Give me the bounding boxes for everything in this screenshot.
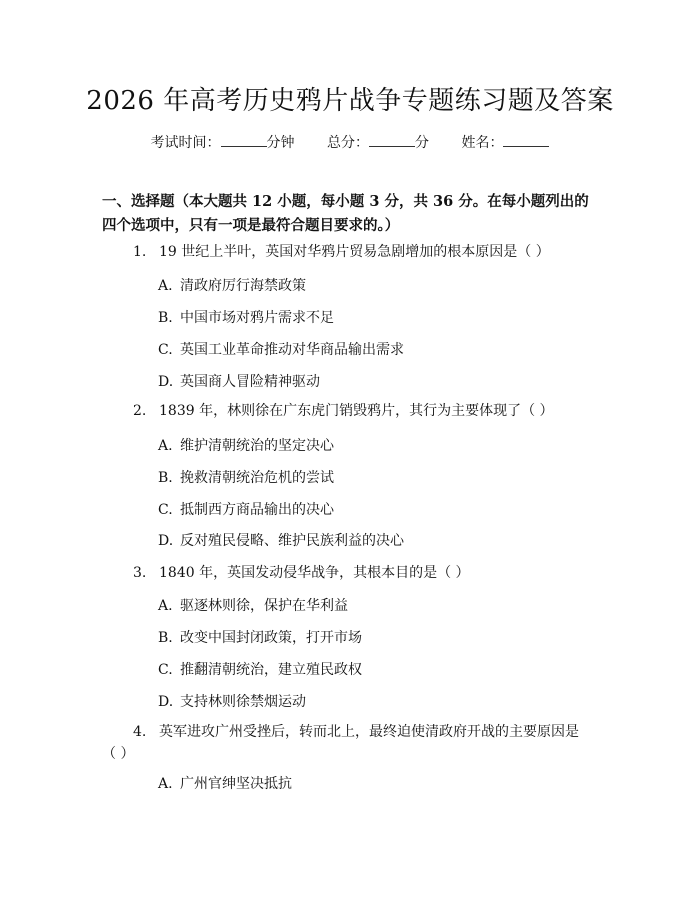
option-letter: D. bbox=[158, 374, 174, 390]
option-text: 推翻清朝统治，建立殖民政权 bbox=[180, 662, 362, 678]
option-letter: B. bbox=[158, 630, 173, 646]
answer-option bbox=[158, 371, 320, 391]
answer-option bbox=[158, 499, 334, 519]
answer-option bbox=[158, 307, 334, 327]
exam-score bbox=[327, 135, 433, 151]
question-text: 英军进攻广州受挫后，转而北上，最终迫使清政府开战的主要原因是 bbox=[159, 724, 579, 740]
exam-name bbox=[461, 135, 549, 151]
answer-option bbox=[158, 467, 334, 487]
option-text: 英国商人冒险精神驱动 bbox=[180, 374, 320, 390]
option-text: 广州官绅坚决抵抗 bbox=[180, 776, 292, 792]
question-number: 2. bbox=[133, 403, 147, 419]
exam-info-line bbox=[0, 132, 700, 152]
question-text: 1840 年，英国发动侵华战争，其根本目的是（ ） bbox=[159, 565, 470, 581]
time-label: 考试时间： bbox=[150, 135, 221, 151]
option-text: 中国市场对鸦片需求不足 bbox=[180, 310, 334, 326]
section-heading: 一、选择题（本大题共 12 小题，每小题 3 分，共 36 分。在每小题列出的四个选项中，只有一项是最符合题目要求的。） bbox=[102, 193, 589, 234]
option-text: 反对殖民侵略、维护民族利益的决心 bbox=[180, 533, 404, 549]
answer-option bbox=[158, 773, 292, 793]
answer-option bbox=[158, 659, 362, 679]
answer-option bbox=[158, 530, 404, 550]
exam-time bbox=[151, 135, 299, 151]
answer-option bbox=[158, 627, 362, 647]
option-text: 维护清朝统治的坚定决心 bbox=[180, 438, 334, 454]
document-title: 2026 年高考历史鸦片战争专题练习题及答案 bbox=[86, 86, 614, 116]
answer-option bbox=[158, 595, 348, 615]
option-letter: A. bbox=[158, 278, 173, 294]
option-letter: A. bbox=[158, 598, 173, 614]
option-text: 驱逐林则徐，保护在华利益 bbox=[180, 598, 348, 614]
question-stem bbox=[133, 399, 554, 423]
question-text: 1839 年，林则徐在广东虎门销毁鸦片，其行为主要体现了（ ） bbox=[159, 403, 554, 419]
question-number: 4. bbox=[133, 724, 147, 740]
option-letter: C. bbox=[158, 342, 173, 358]
score-unit: 分 bbox=[415, 135, 429, 151]
question-stem bbox=[133, 720, 579, 744]
answer-option bbox=[158, 275, 306, 295]
question-number: 1. bbox=[133, 244, 147, 260]
name-label: 姓名： bbox=[461, 135, 504, 151]
answer-option bbox=[158, 691, 306, 711]
question-stem-continuation: （ ） bbox=[102, 746, 135, 762]
option-letter: B. bbox=[158, 310, 173, 326]
option-letter: D. bbox=[158, 533, 174, 549]
question-stem bbox=[133, 240, 550, 264]
option-text: 改变中国封闭政策，打开市场 bbox=[180, 630, 362, 646]
option-letter: D. bbox=[158, 694, 174, 710]
question-number: 3. bbox=[133, 565, 147, 581]
option-letter: A. bbox=[158, 776, 173, 792]
option-letter: C. bbox=[158, 662, 173, 678]
option-letter: C. bbox=[158, 502, 173, 518]
option-text: 抵制西方商品输出的决心 bbox=[180, 502, 334, 518]
option-text: 清政府厉行海禁政策 bbox=[180, 278, 306, 294]
question-text: 19 世纪上半叶，英国对华鸦片贸易急剧增加的根本原因是（ ） bbox=[159, 244, 550, 260]
name-blank bbox=[503, 134, 549, 147]
time-unit: 分钟 bbox=[266, 135, 295, 151]
answer-option bbox=[158, 435, 334, 455]
score-blank bbox=[369, 134, 415, 147]
score-label: 总分： bbox=[327, 135, 369, 151]
option-letter: B. bbox=[158, 470, 173, 486]
question-stem bbox=[133, 561, 470, 585]
option-text: 英国工业革命推动对华商品输出需求 bbox=[180, 342, 404, 358]
time-blank bbox=[221, 134, 267, 147]
option-text: 支持林则徐禁烟运动 bbox=[180, 694, 306, 710]
option-letter: A. bbox=[158, 438, 173, 454]
option-text: 挽救清朝统治危机的尝试 bbox=[180, 470, 334, 486]
answer-option bbox=[158, 339, 404, 359]
